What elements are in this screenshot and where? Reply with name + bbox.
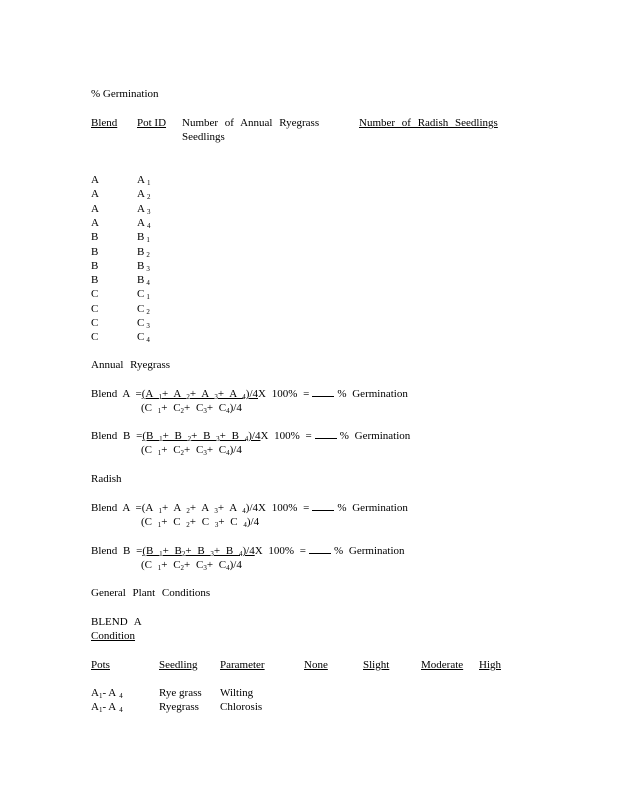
pot-letter: C <box>137 317 145 329</box>
pot-subscript: 1 <box>146 293 150 302</box>
header-radish: Number of Radish Seedlings <box>359 117 498 129</box>
pot-subscript: 2 <box>146 307 150 316</box>
ryegrass-blend-a-denominator: (C $_1+ C_2+ C_3+ C_4)/4$ <box>141 402 242 415</box>
pots-part: - A <box>102 687 117 699</box>
formula-label: Blend A = <box>91 388 142 400</box>
pots-part: 4 <box>119 706 123 714</box>
cond-header-high: High <box>479 659 501 671</box>
cond-row-seedling: Rye grass <box>159 687 202 699</box>
header-ryegrass-line2: Seedlings <box>182 131 225 143</box>
ryegrass-blend-a-formula: Blend A =(A $_1$+ A $_2$+ A $_3$+ A $_4$)/4X 100% = % Germination <box>91 388 408 401</box>
formula-times: X 100% = <box>258 502 310 514</box>
cond-row-parameter: Chlorosis <box>220 701 263 713</box>
row-blend: C <box>91 288 99 301</box>
pot-letter: A <box>137 202 145 215</box>
formula-result: % Germination <box>334 545 405 557</box>
ryegrass-blend-b-denominator: (C $_1+ C_2+ C_3+ C_4)/4$ <box>141 444 242 457</box>
answer-blank[interactable] <box>312 502 334 511</box>
row-pot-id <box>137 174 150 187</box>
row-pot-id <box>137 288 150 301</box>
formula-times: X 100% = <box>254 545 307 557</box>
cond-header-parameter: Parameter <box>220 659 265 671</box>
row-pot-id <box>137 317 150 330</box>
cond-row-seedling: Ryegrass <box>159 701 199 713</box>
row-pot-id <box>137 331 150 344</box>
pots-part: 4 <box>119 692 123 700</box>
cond-row-parameter: Wilting <box>220 687 254 699</box>
cond-header-pots: Pots <box>91 659 110 671</box>
pot-letter: A <box>137 174 145 186</box>
pot-letter: C <box>137 331 145 344</box>
formula-result: % Germination <box>337 502 408 514</box>
formula-label: Blend B = <box>91 430 143 442</box>
pots-part: 1 <box>98 692 103 700</box>
formula-label: Blend A = <box>91 502 142 514</box>
row-blend: B <box>91 231 99 244</box>
section-annual-ryegrass: Annual Ryegrass <box>91 359 171 371</box>
row-blend: C <box>91 302 99 315</box>
answer-blank[interactable] <box>315 430 337 439</box>
pot-subscript: 3 <box>146 322 150 330</box>
pot-letter: A <box>137 188 145 201</box>
pot-subscript: 2 <box>146 193 151 202</box>
cond-header-none: None <box>304 659 328 671</box>
pot-subscript: 1 <box>146 179 151 187</box>
row-pot-id <box>137 303 150 316</box>
pot-letter: C <box>137 288 145 301</box>
radish-blend-a-denominator: (C $_1$+ C $_2$+ C $_3$+ C $_4$)/4 <box>141 516 260 529</box>
formula-result: % Germination <box>339 430 411 442</box>
pot-subscript: 4 <box>146 279 150 288</box>
formula-result: % Germination <box>337 388 408 400</box>
row-pot-id <box>137 246 150 259</box>
row-blend: B <box>91 259 99 272</box>
pot-letter: B <box>137 245 145 258</box>
pots-part: A <box>91 701 99 713</box>
cond-header-seedling: Seedling <box>159 659 198 671</box>
answer-blank[interactable] <box>309 545 331 554</box>
row-blend: A <box>91 202 99 215</box>
cond-row-pots <box>91 687 123 700</box>
page-title: % Germination <box>91 88 159 100</box>
row-pot-id <box>137 203 150 216</box>
answer-blank[interactable] <box>312 388 334 397</box>
row-blend: C <box>91 331 99 344</box>
row-blend: B <box>91 274 99 287</box>
pot-letter: B <box>137 231 145 244</box>
formula-times: X 100% = <box>260 430 312 442</box>
pot-subscript: 2 <box>146 250 150 259</box>
pot-subscript: 4 <box>146 336 150 345</box>
row-pot-id <box>137 274 150 287</box>
row-blend: A <box>91 174 99 186</box>
formula-times: X 100% = <box>258 388 310 400</box>
row-pot-id <box>137 217 150 230</box>
blend-a-heading: BLEND A <box>91 616 142 628</box>
radish-blend-b-denominator: (C $_1+ C_2+ C_3+ C_4)/4$ <box>141 559 242 572</box>
header-blend: Blend <box>91 117 118 129</box>
cond-header-moderate: Moderate <box>421 659 464 671</box>
header-pot-id: Pot ID <box>137 117 167 129</box>
pot-subscript: 1 <box>146 236 150 245</box>
pot-subscript: 3 <box>146 207 151 216</box>
row-pot-id <box>137 260 150 273</box>
pot-subscript: 4 <box>146 221 151 230</box>
pots-part: A <box>91 687 99 699</box>
radish-blend-b-formula: Blend B =(B $_1+ B_2+ B$ $_3$+ B $_4$)/4X 100% = % Germination <box>91 545 405 558</box>
row-blend: A <box>91 216 99 229</box>
row-blend: A <box>91 188 99 201</box>
ryegrass-blend-b-formula: Blend B =(B $_1$+ B $_2$+ B $_3$+ B $_4$)/4X 100% = % Germination <box>91 430 411 443</box>
pot-subscript: 3 <box>146 264 150 273</box>
header-ryegrass: Number of Annual Ryegrass <box>182 117 320 129</box>
pot-letter: A <box>137 216 145 229</box>
row-blend: C <box>91 317 99 329</box>
pot-letter: B <box>137 259 145 272</box>
pots-part: 1 <box>98 706 103 714</box>
radish-blend-a-formula: Blend A =(A $_1$+ A $_2$+ A $_3$+ A $_4$)/4X 100% = % Germination <box>91 502 408 515</box>
pot-letter: C <box>137 302 145 315</box>
row-pot-id <box>137 231 150 244</box>
pot-letter: B <box>137 274 145 287</box>
condition-heading: Condition <box>91 630 136 642</box>
pots-part: - A <box>102 701 117 713</box>
row-pot-id <box>137 188 150 201</box>
cond-row-pots <box>91 701 123 714</box>
formula-label: Blend B = <box>91 545 143 557</box>
section-general-conditions: General Plant Conditions <box>91 587 211 599</box>
cond-header-slight: Slight <box>363 659 390 671</box>
row-blend: B <box>91 245 99 258</box>
section-radish: Radish <box>91 473 122 485</box>
